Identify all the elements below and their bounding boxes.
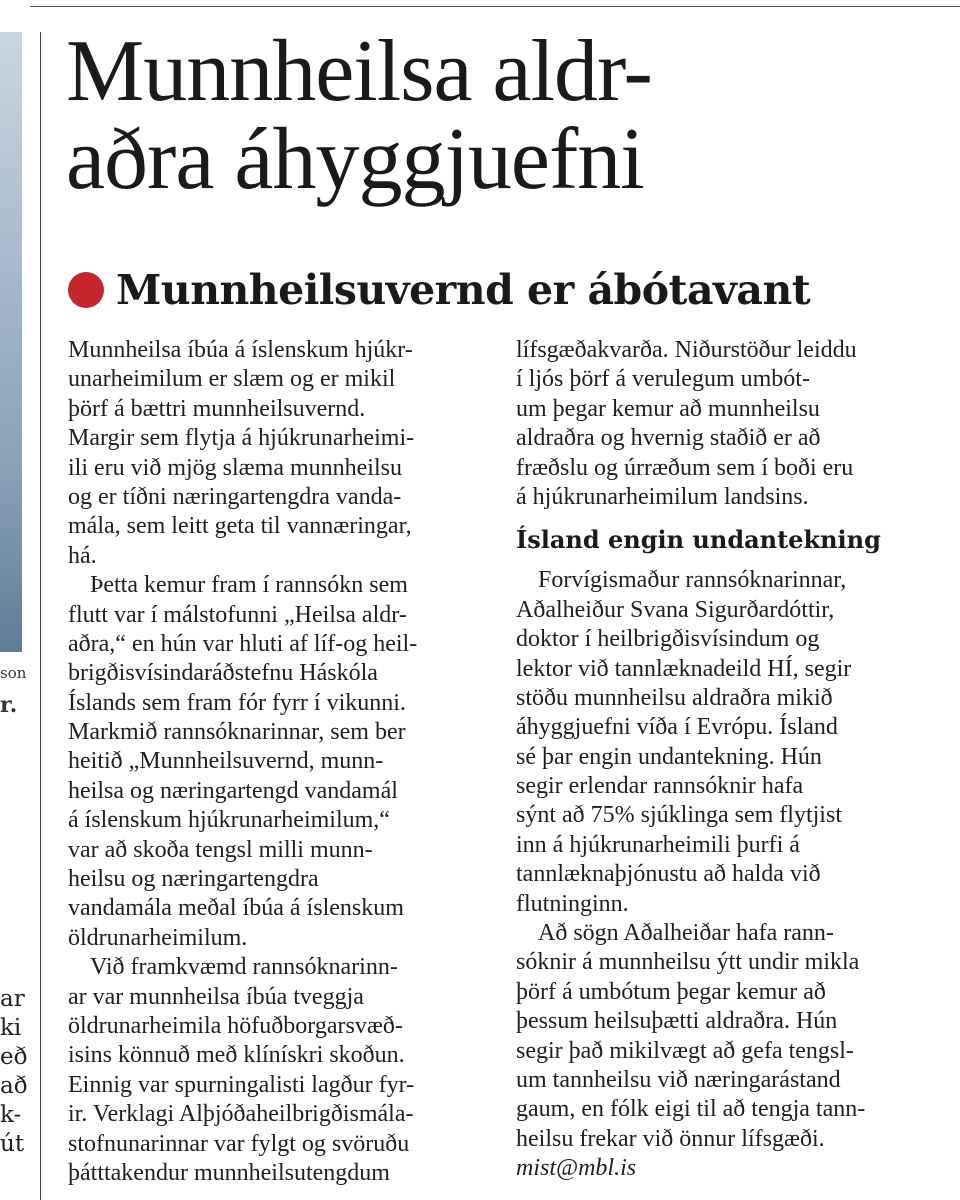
body-line: þörf á umbótum þegar kemur að [516, 978, 826, 1005]
body-line: gaum, en fólk eigi til að tengja tann- [516, 1096, 866, 1123]
body-line: öldrunarheimilum. [68, 924, 248, 951]
headline-line: aðra áhyggjuefni [66, 111, 644, 208]
neighbor-text-fragment: k- [0, 1102, 22, 1128]
body-line: á hjúkrunarheimilum landsins. [516, 483, 809, 510]
body-line: Aðalheiður Svana Sigurðardóttir, [516, 596, 835, 623]
body-line: stofnunarinnar var fylgt og svöruðu [68, 1130, 410, 1157]
body-line: heilsu frekar við önnur lífsgæði. [516, 1125, 825, 1152]
top-rule [30, 6, 960, 7]
body-line: fræðslu og úrræðum sem í boði eru [516, 454, 854, 481]
body-line: heitið „Munnheilsuvernd, munn- [68, 748, 384, 775]
body-line: öldrunarheimila höfuðborgarsvæð- [68, 1012, 403, 1039]
body-line: á íslenskum hjúkrunarheimilum,“ [68, 807, 390, 834]
body-line: sóknir á munnheilsu ýtt undir mikla [516, 949, 860, 976]
body-line: Að sögn Aðalheiðar hafa rann- [538, 920, 834, 947]
body-line: flutninginn. [516, 890, 629, 917]
body-column-right [516, 336, 936, 1184]
body-line: ili eru við mjög slæma munnheilsu [68, 454, 402, 481]
body-line: um þegar kemur að munnheilsu [516, 395, 820, 422]
body-line: brigðisvísindaráðstefnu Háskóla [68, 660, 378, 687]
body-line: í ljós þörf á verulegum umbót- [516, 366, 810, 393]
neighbor-text-fragment: ki [0, 1015, 22, 1041]
body-line: Íslands sem fram fór fyrr í vikunni. [68, 689, 406, 716]
body-line: og er tíðni næringartengdra vanda- [68, 483, 402, 510]
body-line: áhyggjuefni víða í Evrópu. Ísland [516, 714, 838, 741]
body-line: heilsu og næringartengdra [68, 866, 319, 893]
kicker-text: Munnheilsuvernd er ábótavant [116, 266, 811, 314]
author-byline: mist@mbl.is [516, 1155, 637, 1182]
neighbor-caption-fragment: son [0, 664, 27, 682]
body-line: stöðu munnheilsu aldraðra mikið [516, 684, 833, 711]
body-line: þátttakendur munnheilsutengdum [68, 1159, 390, 1186]
body-line: inn á hjúkrunarheimili þurfi á [516, 831, 800, 858]
body-line: Markmið rannsóknarinnar, sem ber [68, 719, 406, 746]
neighbor-text-fragment: eð [0, 1044, 28, 1070]
body-line: Margir sem flytja á hjúkrunarheimi- [68, 425, 415, 452]
body-line: isins könnuð með klínískri skoðun. [68, 1042, 405, 1069]
neighbor-photo-edge [0, 32, 22, 652]
body-line: Munnheilsa íbúa á íslenskum hjúkr- [68, 337, 413, 363]
subheading: Ísland engin undantekning [516, 525, 881, 555]
column-divider [40, 32, 41, 1200]
body-line: ar var munnheilsa íbúa tveggja [68, 983, 364, 1010]
kicker [68, 264, 810, 316]
body-line: sé þar engin undantekning. Hún [516, 743, 822, 770]
body-line: um tannheilsu við næringarástand [516, 1066, 841, 1093]
body-line: þessum heilsuþætti aldraðra. Hún [516, 1008, 838, 1035]
neighbor-text-fragment: að [0, 1073, 28, 1099]
body-line: segir erlendar rannsóknir hafa [516, 773, 804, 800]
body-line: Forvígismaður rannsóknarinnar, [538, 567, 847, 594]
body-line: lektor við tannlæknadeild HÍ, segir [516, 655, 852, 682]
body-line: unarheimilum er slæm og er mikil [68, 366, 396, 393]
neighbor-caption-mark: r. [0, 692, 18, 718]
body-line: Einnig var spurningalisti lagður fyr- [68, 1071, 415, 1098]
body-line: vandamála meðal íbúa á íslenskum [68, 895, 404, 922]
body-line: aldraðra og hvernig staðið er að [516, 425, 821, 452]
body-line: mála, sem leitt geta til vannæringar, [68, 513, 412, 540]
neighbor-text-fragment: ar [0, 986, 25, 1012]
body-line: flutt var í málstofunni „Heilsa aldr- [68, 601, 407, 628]
body-line: þörf á bættri munnheilsuvernd. [68, 395, 366, 422]
body-line: lífsgæðakvarða. Niðurstöður leiddu [516, 337, 857, 363]
bullet-dot-icon [68, 272, 104, 308]
headline-line: Munnheilsa aldr- [66, 23, 652, 120]
body-line: doktor í heilbrigðisvísindum og [516, 626, 820, 653]
body-line: heilsa og næringartengd vandamál [68, 777, 398, 804]
body-line: var að skoða tengsl milli munn- [68, 836, 373, 863]
headline [66, 23, 946, 208]
body-line: há. [68, 542, 97, 569]
body-line: segir það mikilvægt að gefa tengsl- [516, 1037, 854, 1064]
body-line: Þetta kemur fram í rannsókn sem [90, 572, 408, 599]
body-line: ir. Verklagi Alþjóðaheilbrigðismála- [68, 1101, 414, 1128]
body-line: Við framkvæmd rannsóknarinn- [90, 954, 398, 981]
body-line: sýnt að 75% sjúklinga sem flytjist [516, 802, 842, 829]
body-column-left [68, 336, 488, 1188]
body-line: tannlæknaþjónustu að halda við [516, 861, 821, 888]
body-line: aðra,“ en hún var hluti af líf-og heil- [68, 630, 418, 657]
neighbor-text-fragment: út [0, 1131, 25, 1157]
